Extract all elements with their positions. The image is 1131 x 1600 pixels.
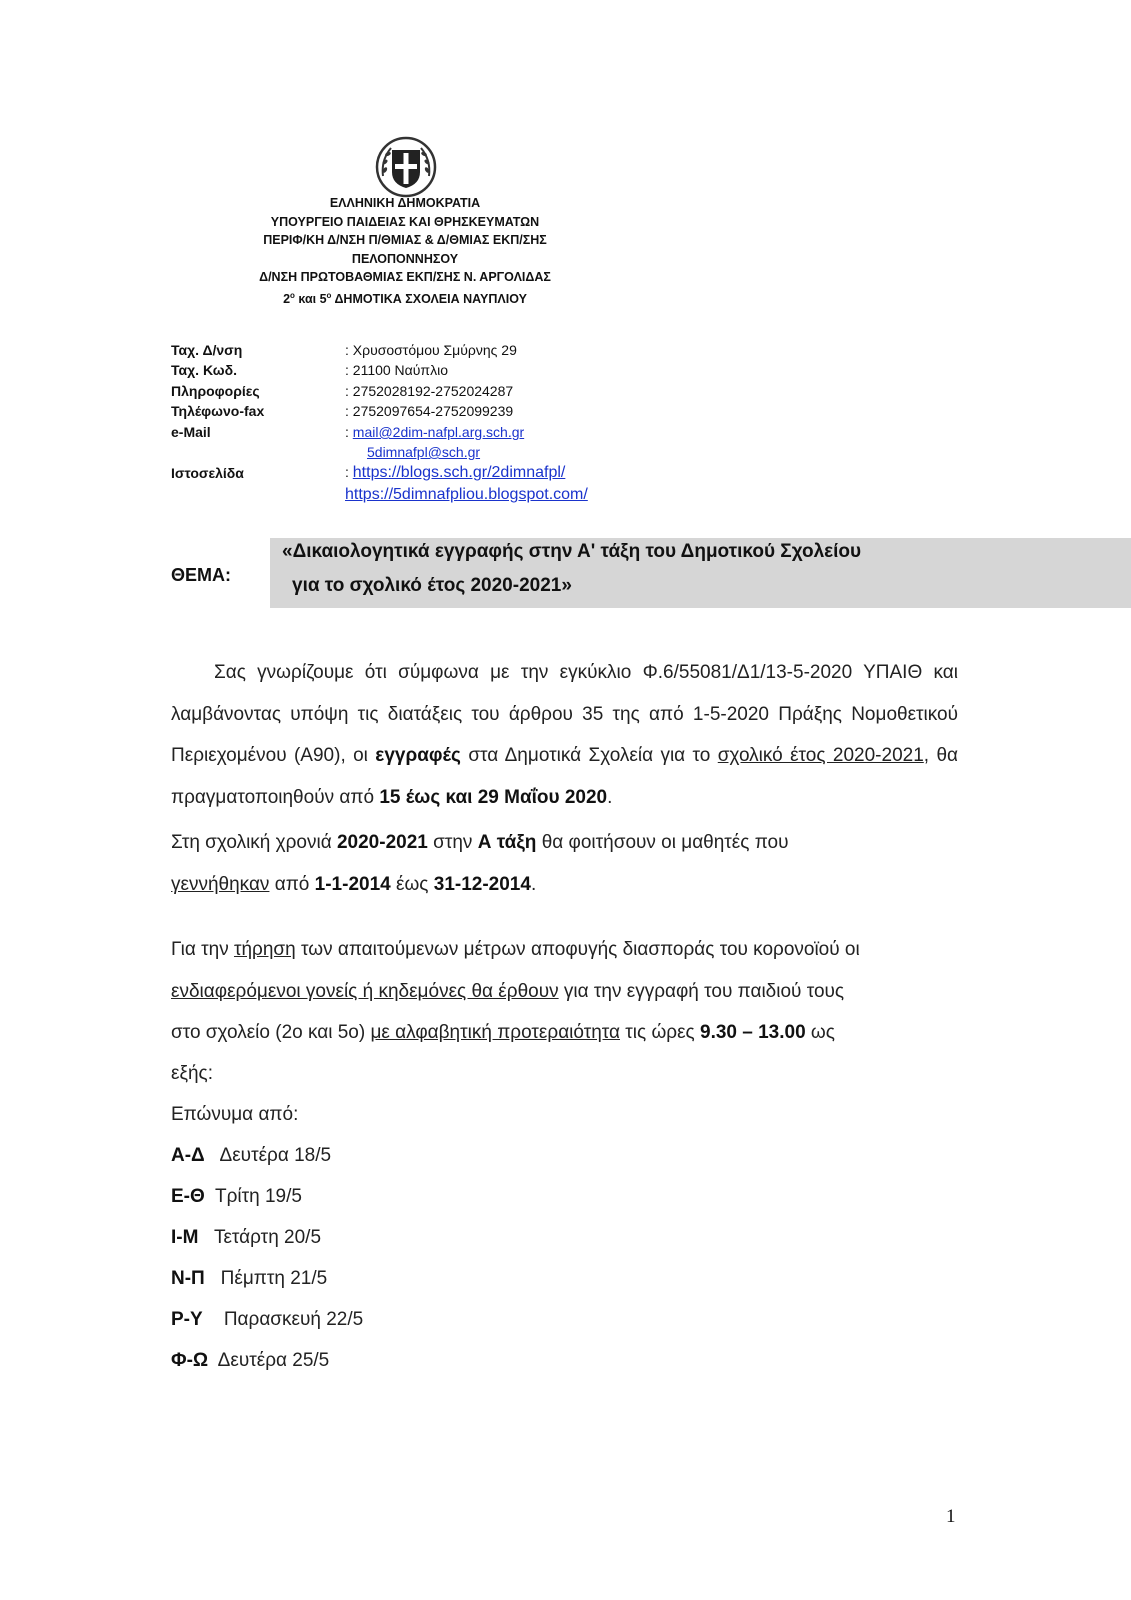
phone-label: Τηλέφωνο-fax xyxy=(171,403,265,419)
schedule-row: Φ-Ω Δευτέρα 25/5 xyxy=(171,1350,330,1371)
schedule-row: Ν-Π Πέμπτη 21/5 xyxy=(171,1268,328,1289)
header-line: ΠΕΡΙΦ/ΚΗ Δ/ΝΣΗ Π/ΘΜΙΑΣ & Δ/ΘΜΙΑΣ ΕΚΠ/ΣΗΣ xyxy=(263,233,547,248)
postcode-value: : 21100 Ναύπλιο xyxy=(345,362,448,378)
info-value: : 2752028192-2752024287 xyxy=(345,383,514,399)
email-value: : mail@2dim-nafpl.arg.sch.gr xyxy=(345,424,525,440)
address-value: : Χρυσοστόμου Σμύρνης 29 xyxy=(345,342,517,358)
measures-line-3: στο σχολείο (2ο και 5ο) με αλφαβητική προτεραιότητα τις ώρες 9.30 – 13.00 ως xyxy=(171,1022,835,1043)
birth-dates-line: γεννήθηκαν από 1-1-2014 έως 31-12-2014. xyxy=(171,874,537,895)
info-label: Πληροφορίες xyxy=(171,383,260,399)
header-line: ΕΛΛΗΝΙΚΗ ΔΗΜΟΚΡΑΤΙΑ xyxy=(329,196,481,210)
schedule-row: Α-Δ Δευτέρα 18/5 xyxy=(171,1145,332,1166)
email-link-2[interactable]: 5dimnafpl@sch.gr xyxy=(367,444,481,460)
website-link-2[interactable]: https://5dimnafpliou.blogspot.com/ xyxy=(345,486,588,503)
issuer-header xyxy=(200,194,610,309)
page-number: 1 xyxy=(946,1506,956,1527)
greek-republic-emblem-icon xyxy=(375,136,437,198)
header-line: Δ/ΝΣΗ ΠΡΩΤΟΒΑΘΜΙΑΣ ΕΚΠ/ΣΗΣ Ν. ΑΡΓΟΛΙΔΑΣ xyxy=(259,270,551,285)
header-line: ΠΕΛΟΠΟΝΝΗΣΟΥ xyxy=(351,251,459,266)
subject-line-2: για το σχολικό έτος 2020-2021» xyxy=(292,575,572,596)
intro-paragraph: Σας γνωρίζουμε ότι σύμφωνα με την εγκύκλιο Φ.6/55081/Δ1/13-5-2020 ΥΠΑΙΘ και λαμβάνοντας υπόψη τις διατάξεις του άρθρου 35 της από 1-5-2020 Πράξης Νομοθετικού Περιεχομένου (Α90), οι εγγραφές στα Δημοτικά Σχολεία για το σχολικό έτος 2020-2021, θα πραγματοποιηθούν από 15 έως και 29 Μαΐου 2020. xyxy=(171,662,958,808)
schedule-row: Ε-Θ Τρίτη 19/5 xyxy=(171,1186,302,1207)
phone-value: : 2752097654-2752099239 xyxy=(345,403,514,419)
address-label: Ταχ. Δ/νση xyxy=(171,342,243,358)
header-schools-line: $2^o$ και $5^o$ ΔΗΜΟΤΙΚΑ ΣΧΟΛΕΙΑ ΝΑΥΠΛΙΟΥ xyxy=(283,290,527,307)
website-label: Ιστοσελίδα xyxy=(171,465,244,481)
header-line: ΥΠΟΥΡΓΕΙΟ ΠΑΙΔΕΙΑΣ ΚΑΙ ΘΡΗΣΚΕΥΜΑΤΩΝ xyxy=(270,214,540,229)
measures-line-2: ενδιαφερόμενοι γονείς ή κηδεμόνες θα έρθουν για την εγγραφή του παιδιού τους xyxy=(171,981,845,1002)
website-link-1[interactable]: https://blogs.sch.gr/2dimnafpl/ xyxy=(352,464,566,481)
subject-line-1: «Δικαιολογητικά εγγραφής στην Α' τάξη του Δημοτικού Σχολείου xyxy=(282,541,862,562)
grade-year-line: Στη σχολική χρονιά 2020-2021 στην Α τάξη θα φοιτήσουν οι μαθητές που xyxy=(171,832,789,853)
email-label: e-Mail xyxy=(171,424,211,440)
schedule-row: Ι-Μ Τετάρτη 20/5 xyxy=(171,1227,322,1248)
surnames-heading: Επώνυμα από: xyxy=(171,1104,299,1125)
schedule-row: Ρ-Υ Παρασκευή 22/5 xyxy=(171,1309,364,1330)
email-link-1[interactable]: mail@2dim-nafpl.arg.sch.gr xyxy=(352,424,525,440)
measures-line-4: εξής: xyxy=(171,1063,213,1084)
website-value: : https://blogs.sch.gr/2dimnafpl/ xyxy=(345,464,566,481)
subject-label: ΘΕΜΑ: xyxy=(171,565,231,585)
measures-line-1: Για την τήρηση των απαιτούμενων μέτρων αποφυγής διασποράς του κορονοϊού οι xyxy=(171,939,860,960)
postcode-label: Ταχ. Κωδ. xyxy=(171,362,237,378)
